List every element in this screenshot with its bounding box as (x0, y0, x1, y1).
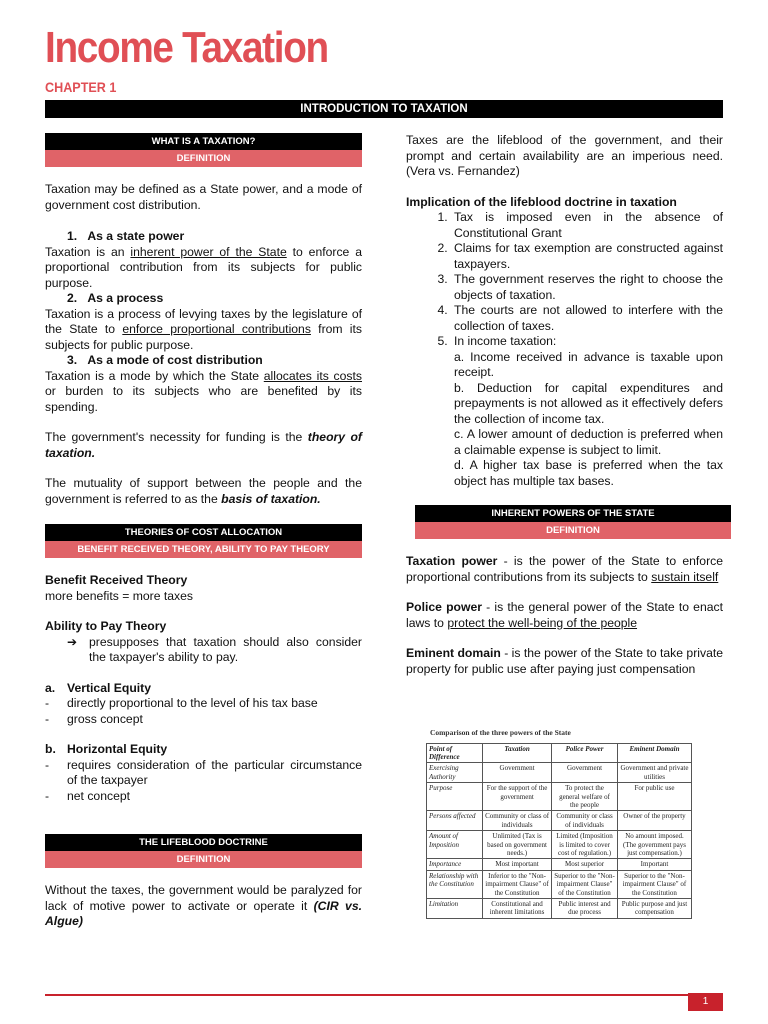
table-cell: Constitutional and inherent limitations (483, 899, 552, 919)
item-heading: As a state power (87, 229, 185, 243)
sub-item: d. A higher tax base is preferred when the tax object has multiple tax bases. (454, 458, 723, 488)
document-title: Income Taxation (45, 23, 328, 72)
table-cell: Importance (427, 859, 483, 870)
header-black-bar: THE LIFEBLOOD DOCTRINE (45, 834, 362, 851)
list-item (45, 712, 362, 728)
table-cell: Limitation (427, 899, 483, 919)
table-row (427, 899, 692, 919)
comparison-table-figure (426, 725, 716, 919)
ability-text: presupposes that taxation should also consider the taxpayer's ability to pay. (89, 634, 362, 664)
definition-item-2 (45, 291, 362, 353)
header-red-bar: DEFINITION (45, 150, 362, 167)
table-cell: For public use (617, 783, 691, 811)
theory-emphasis: theory of taxation. (45, 430, 362, 460)
case-citation: (CIR vs. Algue) (45, 898, 362, 928)
taxation-power-paragraph (406, 554, 723, 585)
term: Eminent domain (406, 646, 501, 660)
table-cell: Public interest and due process (552, 899, 618, 919)
lifeblood-text: Without the taxes, the government would be paralyzed for lack of motive power to activate or operate it (45, 883, 362, 913)
table-cell: Community or class of individuals (483, 811, 552, 831)
item-text: In income taxation: (454, 334, 557, 348)
theory-text: The government's necessity for funding is the (45, 430, 308, 444)
table-cell: Community or class of individuals (552, 811, 618, 831)
item-heading: As a process (87, 291, 164, 305)
table-header-cell: Eminent Domain (617, 743, 691, 763)
dash-marker: - (45, 788, 50, 803)
list-item: 3. The government reserves the right to choose the objects of taxation. (451, 272, 723, 303)
table-cell: Superior to the "Non-impairment Clause" of the Constitution (617, 870, 691, 898)
definition-item-3 (45, 353, 362, 415)
vertical-equity-heading (45, 681, 362, 697)
header-red-bar: DEFINITION (415, 522, 731, 539)
sub-item: b. Deduction for capital expenditures and prepayments is not allowed as it effectively defers the collection of income tax. (454, 380, 723, 426)
table-row (427, 831, 692, 859)
table-cell: Amount of Imposition (427, 831, 483, 859)
list-item: 1. Tax is imposed even in the absence of Constitutional Grant (451, 210, 723, 241)
table-cell: Government (552, 763, 618, 783)
page-number: 1 (688, 993, 723, 1011)
lifeblood-header (45, 834, 362, 868)
table-cell: Inferior to the "Non-impairment Clause" of the Constitution (483, 870, 552, 898)
table-row (427, 811, 692, 831)
heading-text: Horizontal Equity (67, 742, 168, 756)
table-header-row (427, 743, 692, 763)
table-cell: Limited (Imposition is limited to cover cost of regulation.) (552, 831, 618, 859)
header-red-bar: DEFINITION (45, 851, 362, 868)
list-item: 4. The courts are not allowed to interfere with the collection of taxes. (451, 303, 723, 334)
table-header-cell: Taxation (483, 743, 552, 763)
item-number: 2. (67, 291, 78, 305)
table-row (427, 763, 692, 783)
heading-text: Vertical Equity (67, 680, 151, 695)
table-cell: Government and private utilities (617, 763, 691, 783)
list-item (451, 334, 723, 489)
table-cell: To protect the general welfare of the people (552, 783, 618, 811)
list-item (45, 789, 362, 805)
list-item (45, 758, 362, 789)
table-cell: Superior to the "Non-impairment Clause" of the Constitution (552, 870, 618, 898)
table-caption: Comparison of the three powers of the State (430, 728, 571, 737)
table-cell: Owner of the property (617, 811, 691, 831)
item-underline: allocates its costs (263, 368, 362, 383)
table-cell: Government (483, 763, 552, 783)
term-definition: - is the power of the State to enforce proportional contributions from its subjects to (406, 554, 724, 584)
table-row (427, 783, 692, 811)
benefit-text: more benefits = more taxes (45, 588, 194, 603)
lifeblood-paragraph (45, 883, 362, 930)
table-row (427, 870, 692, 898)
item-text-end: or burden to its subjects who are benefited by its spending. (45, 384, 362, 414)
table-row (427, 859, 692, 870)
ability-point (45, 635, 362, 666)
implication-list (406, 210, 723, 489)
term: Taxation power (406, 554, 498, 568)
term-definition: - is the general power of the State to enact laws to (406, 600, 723, 630)
table-header-cell: Point of Difference (427, 743, 483, 763)
dash-marker: - (45, 757, 50, 772)
table-cell: Unlimited (Tax is based on government needs.) (483, 831, 552, 859)
section-banner: INTRODUCTION TO TAXATION (45, 100, 723, 118)
inherent-powers-header (415, 505, 731, 539)
sub-item: a. Income received in advance is taxable upon receipt. (454, 349, 723, 379)
table-cell: Most important (483, 859, 552, 870)
item-text-end: to enforce a proportional contribution from its subjects for public purpose. (45, 244, 362, 290)
lifeblood-quote: Taxes are the lifeblood of the government, and their prompt and certain availability are an imperious need. (Vera vs. Fernandez) (406, 133, 723, 178)
item-text: net concept (67, 788, 131, 803)
table-cell: Public purpose and just compensation (617, 899, 691, 919)
what-is-taxation-header (45, 133, 362, 167)
item-text-end: from its subjects for public purpose. (45, 322, 362, 352)
item-text: Taxation is an (45, 244, 131, 259)
term-underline: sustain itself (651, 569, 719, 584)
item-text: Taxation is a process of levying taxes by the legislature of the State to (45, 306, 362, 336)
table-cell: For the support of the government (483, 783, 552, 811)
header-black-bar: INHERENT POWERS OF THE STATE (415, 505, 731, 522)
table-cell: Exercising Authority (427, 763, 483, 783)
definition-item-1 (45, 229, 362, 291)
basis-emphasis: basis of taxation. (221, 491, 321, 506)
item-underline: enforce proportional contributions (122, 322, 311, 336)
definition-text: Taxation may be defined as a State power, and a mode of government cost distribution. (45, 182, 362, 212)
basis-paragraph (45, 476, 362, 507)
item-heading: As a mode of cost distribution (87, 353, 263, 367)
header-black-bar: WHAT IS A TAXATION? (45, 133, 362, 150)
list-item: 2. Claims for tax exemption are constructed against taxpayers. (451, 241, 723, 272)
theories-header (45, 524, 362, 558)
term-underline: protect the well-being of the people (447, 615, 638, 630)
term-definition: - is the power of the State to take private property for public use after paying just compensation (406, 646, 724, 676)
right-column (406, 133, 723, 677)
table-cell: Relationship with the Constitution (427, 870, 483, 898)
item-text: gross concept (67, 711, 143, 726)
list-marker: a. (45, 680, 56, 695)
basis-text: The mutuality of support between the people and the government is referred to as the (45, 476, 362, 506)
item-number: 1. (67, 229, 78, 243)
table-cell: Important (617, 859, 691, 870)
theory-paragraph (45, 430, 362, 461)
benefit-heading: Benefit Received Theory (45, 573, 188, 587)
header-red-bar: BENEFIT RECEIVED THEORY, ABILITY TO PAY THEORY (45, 541, 362, 558)
police-power-paragraph (406, 600, 723, 631)
horizontal-equity-heading (45, 742, 362, 758)
table-cell: Purpose (427, 783, 483, 811)
table-header-cell: Police Power (552, 743, 618, 763)
sub-item: c. A lower amount of deduction is preferred when a claimable expense is subject to limit. (454, 427, 723, 457)
term: Police power (406, 600, 482, 614)
item-text: Taxation is a mode by which the State (45, 368, 264, 383)
item-text: directly proportional to the level of his tax base (67, 696, 318, 710)
item-text: requires consideration of the particular circumstance of the taxpayer (67, 757, 362, 787)
list-marker: b. (45, 742, 56, 756)
arrow-icon: ➔ (67, 634, 78, 649)
table-cell: Persons affected (427, 811, 483, 831)
table-cell: No amount imposed. (The government pays just compensation.) (617, 831, 691, 859)
chapter-label: CHAPTER 1 (45, 79, 117, 95)
item-number: 3. (67, 353, 78, 367)
footer-rule (45, 994, 723, 996)
dash-marker: - (45, 711, 50, 726)
left-column (45, 133, 362, 930)
ability-heading: Ability to Pay Theory (45, 619, 167, 633)
dash-marker: - (45, 696, 50, 710)
header-black-bar: THEORIES OF COST ALLOCATION (45, 524, 362, 541)
list-item (45, 696, 362, 712)
eminent-domain-paragraph (406, 646, 723, 677)
implication-heading: Implication of the lifeblood doctrine in taxation (406, 194, 677, 209)
table-cell: Most superior (552, 859, 618, 870)
item-underline: inherent power of the State (130, 244, 287, 259)
comparison-table (426, 743, 692, 919)
